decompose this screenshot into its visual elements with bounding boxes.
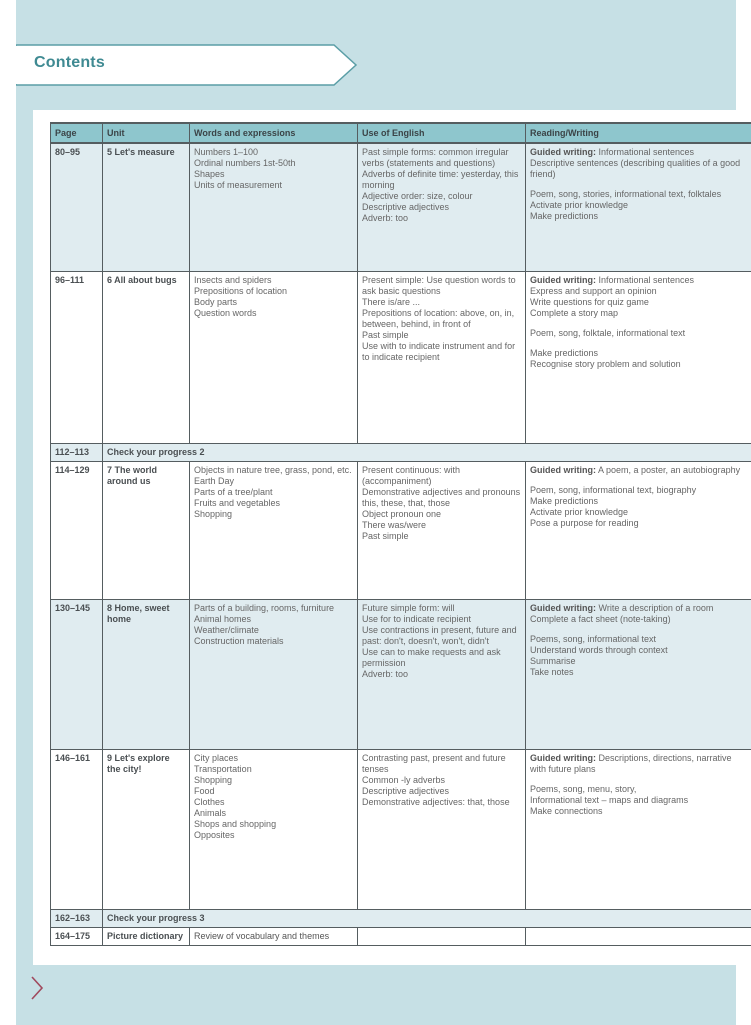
english-cell	[358, 461, 526, 599]
english-item: Object pronoun one	[362, 508, 442, 519]
english-cell	[358, 599, 526, 749]
words-item: Numbers 1–100	[194, 147, 259, 157]
words-item: Parts of a building, rooms, furniture	[194, 602, 335, 613]
guided-writing-line	[530, 465, 748, 476]
words-cell: Review of vocabulary and themes	[190, 927, 358, 945]
reading-cell	[526, 271, 751, 443]
words-item: Question words	[194, 307, 257, 318]
words-item: Weather/climate	[194, 624, 259, 635]
words-item: Fruits and vegetables	[194, 497, 281, 508]
table-row	[51, 599, 751, 749]
reading-cell	[526, 461, 751, 599]
table-row	[51, 143, 751, 271]
progress-label: Check your progress 3	[103, 909, 751, 927]
guided-writing-text: A poem, a poster, an autobiography	[596, 464, 741, 475]
english-item: Use can to make requests and ask permission	[362, 646, 501, 668]
reading-item: Poem, song, folktale, informational text	[530, 327, 686, 338]
words-item: City places	[194, 752, 239, 763]
reading-cell	[526, 143, 751, 271]
guided-writing-label: Guided writing:	[530, 602, 596, 613]
reading-item: Poem, song, informational text, biography	[530, 484, 697, 495]
guided-writing-text: Descriptions, directions, narrative with future plans	[530, 752, 732, 774]
words-cell	[190, 599, 358, 749]
reading-item: Activate prior knowledge	[530, 506, 629, 517]
words-item: Body parts	[194, 296, 238, 307]
column-header-reading: Reading/Writing	[526, 123, 751, 143]
guided-writing-text: Informational sentences	[596, 147, 695, 157]
english-item: There is/are ...	[362, 296, 421, 307]
guided-writing-label: Guided writing:	[530, 752, 596, 763]
english-item: Adjective order: size, colour	[362, 191, 473, 201]
words-item: Food	[194, 785, 215, 796]
unit-title: 5 Let's measure	[103, 143, 190, 271]
english-cell	[358, 143, 526, 271]
guided-writing-label: Guided writing:	[530, 274, 596, 285]
words-cell	[190, 749, 358, 909]
words-cell	[190, 461, 358, 599]
page-range: 114–129	[51, 461, 103, 599]
table-row	[51, 461, 751, 599]
reading-item: Informational text – maps and diagrams	[530, 794, 689, 805]
guided-writing-label: Guided writing:	[530, 464, 596, 475]
words-item: Shops and shopping	[194, 818, 277, 829]
english-item: Present simple: Use question words to ask basic questions	[362, 274, 516, 296]
reading-item: Activate prior knowledge	[530, 200, 629, 210]
contents-table	[50, 122, 751, 946]
guided-writing-label: Guided writing:	[530, 147, 596, 157]
english-item: Adverbs of definite time: yesterday, this morning	[362, 169, 519, 190]
progress-row	[51, 443, 751, 461]
english-item: There was/were	[362, 519, 427, 530]
reading-cell	[526, 927, 751, 945]
reading-item: Make predictions	[530, 211, 599, 221]
words-item: Objects in nature tree, grass, pond, etc.	[194, 464, 352, 475]
guided-writing-line	[530, 753, 748, 775]
words-item: Animals	[194, 807, 227, 818]
page-range: 130–145	[51, 599, 103, 749]
reading-cell	[526, 749, 751, 909]
english-item: Use contractions in present, future and past: don't, doesn't, won't, didn't	[362, 624, 517, 646]
words-item: Prepositions of location	[194, 285, 288, 296]
reading-item: Poem, song, stories, informational text, folktales	[530, 189, 722, 199]
unit-title: 9 Let's explore the city!	[103, 749, 190, 909]
english-item: Prepositions of location: above, on, in, between, behind, in front of	[362, 307, 515, 329]
words-item: Animal homes	[194, 613, 252, 624]
english-cell	[358, 749, 526, 909]
english-item: Common -ly adverbs	[362, 774, 446, 785]
english-item: Demonstrative adjectives: that, those	[362, 796, 510, 807]
reading-item: Take notes	[530, 666, 574, 677]
column-header-english: Use of English	[358, 123, 526, 143]
guided-writing-text: Write a description of a room	[596, 602, 714, 613]
words-item: Transportation	[194, 763, 252, 774]
words-item: Units of measurement	[194, 180, 283, 190]
table-header-row	[51, 123, 751, 143]
english-item: Past simple forms: common irregular verbs (statements and questions)	[362, 147, 509, 168]
words-item: Insects and spiders	[194, 274, 272, 285]
reading-item: Poems, song, informational text	[530, 633, 657, 644]
reading-item: Poems, song, menu, story,	[530, 783, 637, 794]
reading-item: Express and support an opinion	[530, 285, 657, 296]
page-title: Contents	[34, 54, 105, 71]
english-item: Adverb: too	[362, 668, 409, 679]
guided-writing-line	[530, 147, 748, 158]
reading-item: Complete a story map	[530, 307, 619, 318]
table-row	[51, 749, 751, 909]
column-header-words: Words and expressions	[190, 123, 358, 143]
english-cell	[358, 927, 526, 945]
reading-cell	[526, 599, 751, 749]
words-item: Construction materials	[194, 635, 284, 646]
words-item: Parts of a tree/plant	[194, 486, 273, 497]
words-item: Earth Day	[194, 475, 235, 486]
reading-item: Pose a purpose for reading	[530, 517, 639, 528]
english-item: Past simple	[362, 329, 409, 340]
contents-banner	[16, 44, 356, 84]
english-cell	[358, 271, 526, 443]
reading-item: Make predictions	[530, 495, 599, 506]
page-range: 162–163	[51, 909, 103, 927]
words-item: Shopping	[194, 508, 233, 519]
reading-item: Recognise story problem and solution	[530, 358, 681, 369]
unit-title: 6 All about bugs	[103, 271, 190, 443]
page-range: 112–113	[51, 443, 103, 461]
reading-item: Understand words through context	[530, 644, 668, 655]
guided-writing-line	[530, 275, 748, 286]
words-item: Opposites	[194, 829, 235, 840]
english-item: Use for to indicate recipient	[362, 613, 472, 624]
reading-item: Make predictions	[530, 347, 599, 358]
page-range: 80–95	[51, 143, 103, 271]
english-item: Adverb: too	[362, 213, 409, 223]
english-item: Contrasting past, present and future tenses	[362, 752, 506, 774]
reading-item: Summarise	[530, 655, 576, 666]
english-item: Present continuous: with (accompaniment)	[362, 464, 461, 486]
unit-title: 7 The world around us	[103, 461, 190, 599]
english-item: Past simple	[362, 530, 409, 541]
unit-title: 8 Home, sweet home	[103, 599, 190, 749]
english-item: Future simple form: will	[362, 602, 455, 613]
reading-item: Descriptive sentences (describing qualities of a good friend)	[530, 158, 741, 179]
english-item: Descriptive adjectives	[362, 785, 450, 796]
unit-title: Picture dictionary	[103, 927, 190, 945]
words-cell	[190, 271, 358, 443]
words-cell	[190, 143, 358, 271]
words-item: Shapes	[194, 169, 225, 179]
column-header-unit: Unit	[103, 123, 190, 143]
words-item: Clothes	[194, 796, 225, 807]
reading-item: Complete a fact sheet (note-taking)	[530, 613, 671, 624]
column-header-page: Page	[51, 123, 103, 143]
dictionary-row	[51, 927, 751, 945]
guided-writing-text: Informational sentences	[596, 274, 695, 285]
chevron-right-icon[interactable]	[30, 975, 44, 1001]
table-row	[51, 271, 751, 443]
english-item: Demonstrative adjectives and pronouns this, these, that, those	[362, 486, 521, 508]
words-item: Ordinal numbers 1st-50th	[194, 158, 296, 168]
english-item: Descriptive adjectives	[362, 202, 450, 212]
guided-writing-line	[530, 603, 748, 614]
page-range: 146–161	[51, 749, 103, 909]
page-range: 96–111	[51, 271, 103, 443]
words-item: Shopping	[194, 774, 233, 785]
progress-label: Check your progress 2	[103, 443, 751, 461]
english-item: Use with to indicate instrument and for to indicate recipient	[362, 340, 516, 362]
reading-item: Make connections	[530, 805, 603, 816]
progress-row	[51, 909, 751, 927]
page-range: 164–175	[51, 927, 103, 945]
reading-item: Write questions for quiz game	[530, 296, 649, 307]
